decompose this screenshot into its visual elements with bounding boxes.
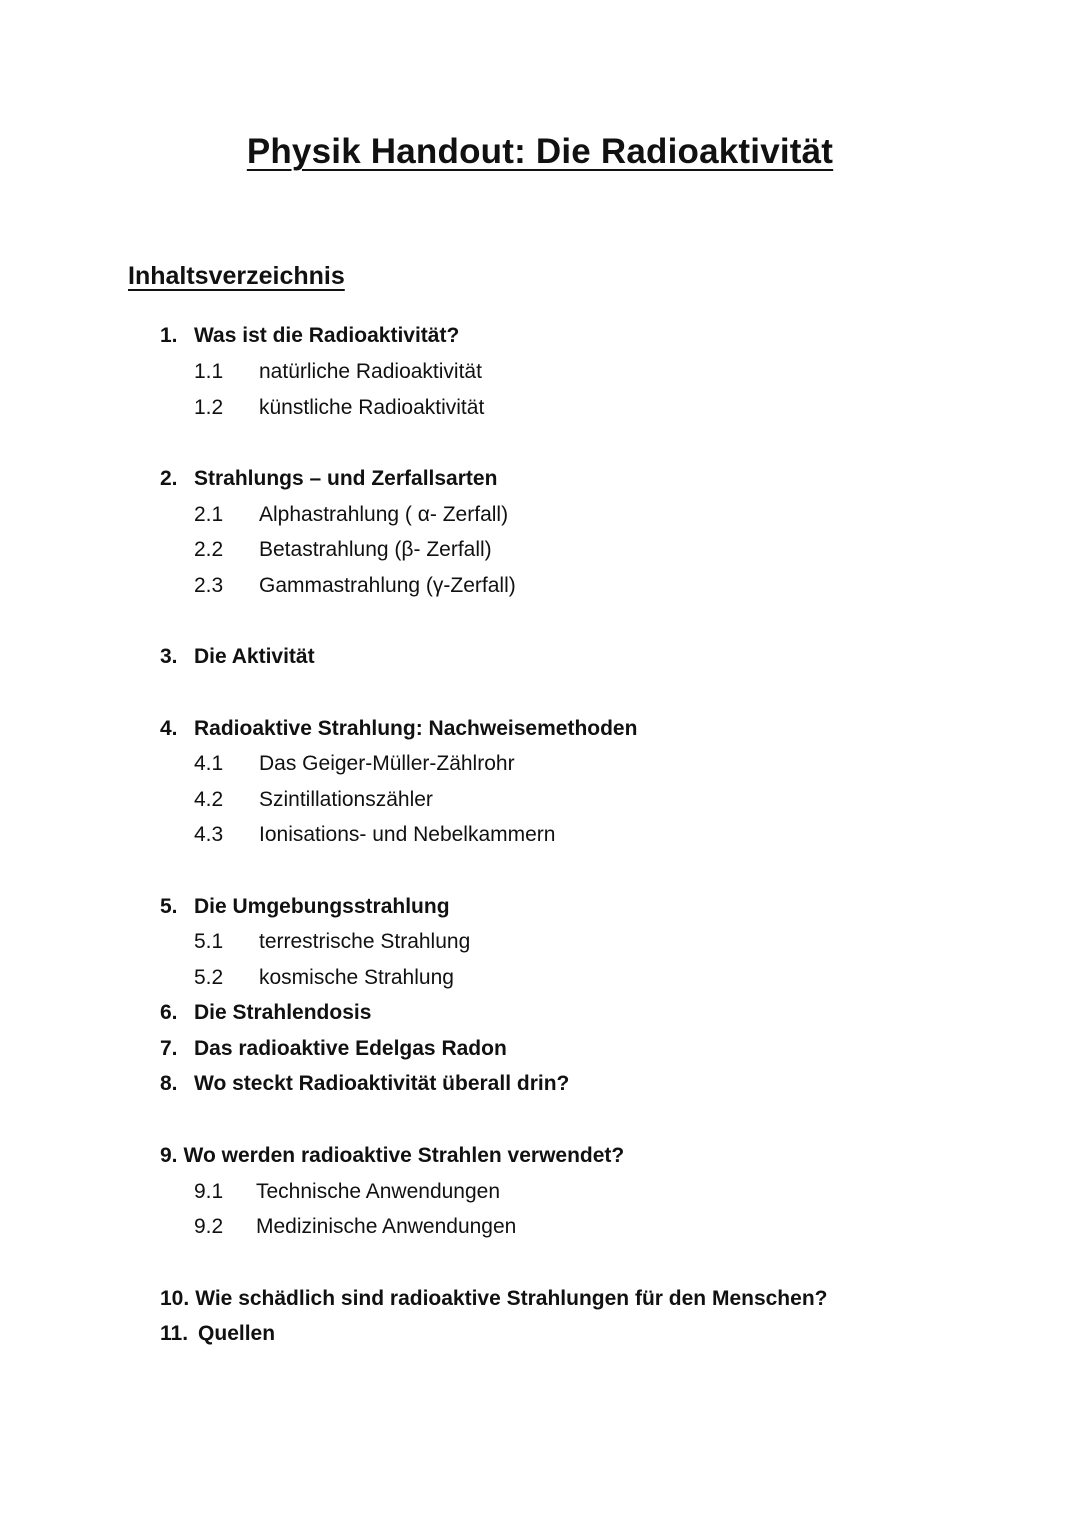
toc-item-number: 3. xyxy=(160,645,178,668)
toc-subitem-label: Alphastrahlung ( α- Zerfall) xyxy=(259,503,509,526)
toc-subitem-number: 2.3 xyxy=(194,574,224,597)
toc-item-7 xyxy=(160,1032,507,1066)
toc-item-number: 8. xyxy=(160,1072,178,1095)
toc-item-number: 4. xyxy=(160,717,178,740)
toc-subitem-number: 2.1 xyxy=(194,503,224,526)
toc-subitem-number: 4.1 xyxy=(194,752,224,775)
toc-subitem-number: 4.2 xyxy=(194,788,224,811)
toc-subitem-number: 5.2 xyxy=(194,966,224,989)
toc-subitem-2-3 xyxy=(194,569,516,603)
toc-item-11 xyxy=(160,1317,275,1351)
toc-item-4 xyxy=(160,712,637,746)
toc-item-5 xyxy=(160,890,450,924)
toc-subitem-1-2 xyxy=(194,391,484,425)
toc-item-label: Die Strahlendosis xyxy=(194,1001,372,1024)
toc-item-label: Das radioaktive Edelgas Radon xyxy=(194,1037,507,1060)
toc-subitem-9-2 xyxy=(194,1210,516,1244)
toc-subitem-label: terrestrische Strahlung xyxy=(259,930,471,953)
toc-item-number: 11. xyxy=(160,1322,189,1345)
toc-item-number: 10. xyxy=(160,1287,190,1310)
toc-subitem-5-2 xyxy=(194,961,454,995)
toc-item-label: Strahlungs – und Zerfallsarten xyxy=(194,467,498,490)
document-title: Physik Handout: Die Radioaktivität xyxy=(246,132,834,171)
toc-item-number: 6. xyxy=(160,1001,178,1024)
toc-item-label: Die Aktivität xyxy=(194,645,315,668)
toc-subitem-label: Betastrahlung (β- Zerfall) xyxy=(259,538,492,561)
toc-item-label: Radioaktive Strahlung: Nachweisemethoden xyxy=(194,717,638,740)
toc-subitem-number: 1.2 xyxy=(194,396,224,419)
toc-item-1 xyxy=(160,319,459,353)
toc-subitem-number: 5.1 xyxy=(194,930,224,953)
toc-item-number: 2. xyxy=(160,467,178,490)
toc-subitem-number: 9.1 xyxy=(194,1180,224,1203)
toc-subitem-number: 1.1 xyxy=(194,360,224,383)
toc-subitem-label: natürliche Radioaktivität xyxy=(259,360,482,383)
toc-subitem-2-1 xyxy=(194,498,508,532)
toc-item-label: Quellen xyxy=(198,1322,276,1345)
toc-subitem-number: 2.2 xyxy=(194,538,224,561)
toc-subitem-number: 9.2 xyxy=(194,1215,224,1238)
toc-item-label: Die Umgebungsstrahlung xyxy=(194,895,450,918)
toc-subitem-label: Technische Anwendungen xyxy=(256,1180,501,1203)
toc-item-9 xyxy=(160,1139,624,1173)
toc-subitem-9-1 xyxy=(194,1175,500,1209)
toc-item-number: 9. xyxy=(160,1144,178,1167)
toc-subitem-label: Gammastrahlung (γ-Zerfall) xyxy=(259,574,516,597)
toc-subitem-5-1 xyxy=(194,925,470,959)
toc-item-number: 1. xyxy=(160,324,178,347)
toc-item-6 xyxy=(160,996,371,1030)
toc-subitem-2-2 xyxy=(194,533,492,567)
toc-subitem-4-2 xyxy=(194,783,433,817)
toc-subitem-label: Das Geiger-Müller-Zählrohr xyxy=(259,752,515,775)
toc-item-8 xyxy=(160,1067,569,1101)
toc-heading: Inhaltsverzeichnis xyxy=(128,262,345,290)
toc-item-number: 7. xyxy=(160,1037,178,1060)
toc-subitem-label: Szintillationszähler xyxy=(259,788,433,811)
toc-subitem-label: Ionisations- und Nebelkammern xyxy=(259,823,556,846)
toc-item-10 xyxy=(160,1282,827,1316)
toc-item-number: 5. xyxy=(160,895,178,918)
toc-subitem-1-1 xyxy=(194,355,482,389)
toc-subitem-label: Medizinische Anwendungen xyxy=(256,1215,517,1238)
toc-subitem-4-1 xyxy=(194,747,515,781)
toc-item-label: Was ist die Radioaktivität? xyxy=(194,324,460,347)
toc-item-label: Wie schädlich sind radioaktive Strahlungen für den Menschen? xyxy=(195,1287,828,1310)
toc-item-label: Wo werden radioaktive Strahlen verwendet? xyxy=(183,1144,625,1167)
toc-subitem-label: kosmische Strahlung xyxy=(259,966,454,989)
toc-item-2 xyxy=(160,462,497,496)
toc-item-3 xyxy=(160,640,315,674)
toc-subitem-label: künstliche Radioaktivität xyxy=(259,396,485,419)
toc-item-label: Wo steckt Radioaktivität überall drin? xyxy=(194,1072,570,1095)
toc-subitem-number: 4.3 xyxy=(194,823,224,846)
toc-subitem-4-3 xyxy=(194,818,555,852)
